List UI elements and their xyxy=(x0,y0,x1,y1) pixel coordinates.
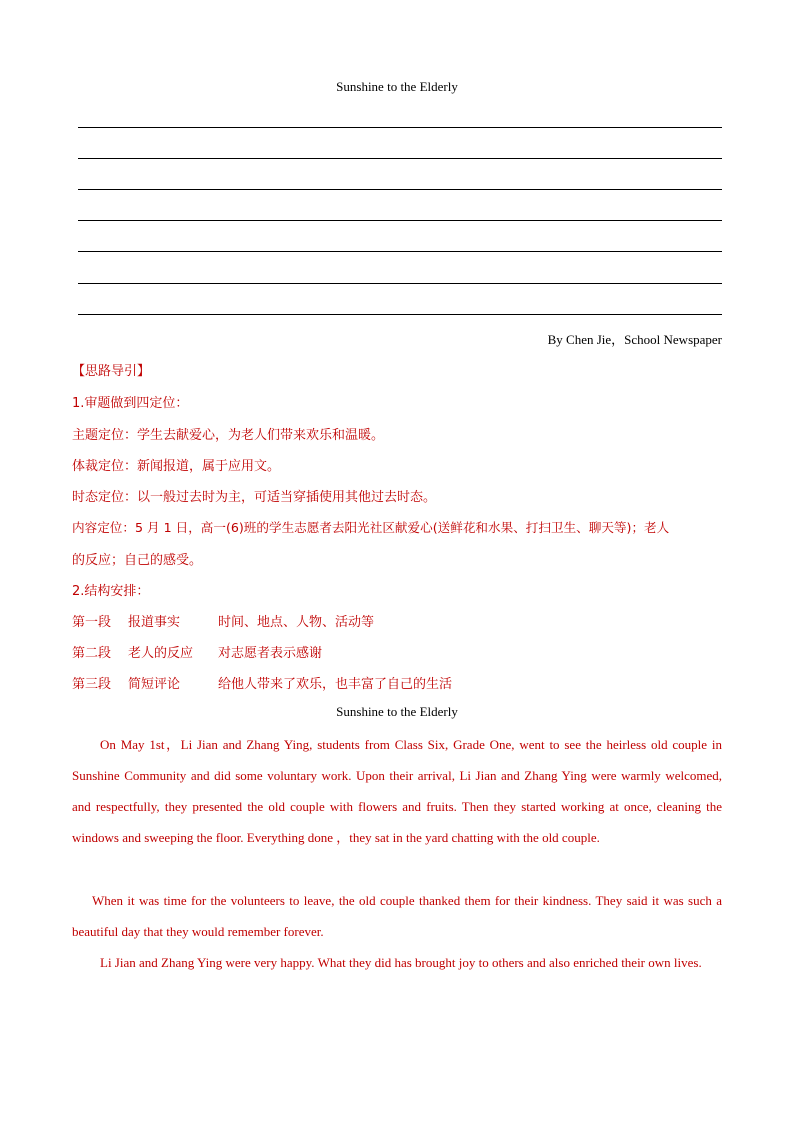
exercise-title: Sunshine to the Elderly xyxy=(336,79,458,94)
structure-para: 第二段 xyxy=(72,646,112,661)
writing-line xyxy=(78,220,722,221)
guide-tense: 时态定位：以一般过去时为主，可适当穿插使用其他过去时态。 xyxy=(72,490,437,505)
guide-topic: 主题定位：学生去献爱心，为老人们带来欢乐和温暖。 xyxy=(72,428,385,443)
writing-line xyxy=(78,283,722,284)
writing-line xyxy=(78,127,722,128)
guide-heading: 【思路导引】 xyxy=(72,364,151,379)
guide-step-2: 2.结构安排： xyxy=(72,584,150,599)
writing-line xyxy=(78,189,722,190)
guide-content-line-2: 的反应；自己的感受。 xyxy=(72,553,203,568)
sample-paragraph-1: On May 1st，Li Jian and Zhang Ying, students from Class Six, Grade One, went to see the heirless old couple in Sunshine Community and did some voluntary work. Upon their arrival, Li Jian and Zhang Ying were warmly welcomed, and respectfully, they presented the old couple with flowers and fruits. Then they started working at once, cleaning the windows and sweeping the floor. Everything done ，they sat in the yard chatting with the old couple. xyxy=(72,737,722,845)
structure-para: 第一段 xyxy=(72,615,112,630)
writing-line xyxy=(78,158,722,159)
structure-desc: 时间、地点、人物、活动等 xyxy=(218,615,375,630)
structure-desc: 给他人带来了欢乐，也丰富了自己的生活 xyxy=(218,677,453,692)
byline: By Chen Jie，School Newspaper xyxy=(547,332,722,347)
structure-desc: 对志愿者表示感谢 xyxy=(218,646,323,661)
guide-step-1: 1.审题做到四定位： xyxy=(72,396,189,411)
guide-genre: 体裁定位：新闻报道，属于应用文。 xyxy=(72,459,281,474)
guide-content-line-1: 内容定位：5 月 1 日，高一(6)班的学生志愿者去阳光社区献爱心(送鲜花和水果、打扫卫生、聊天等)；老人 xyxy=(72,520,670,535)
sample-title: Sunshine to the Elderly xyxy=(336,704,458,719)
sample-paragraph-3: Li Jian and Zhang Ying were very happy. What they did has brought joy to others and also enriched their own lives. xyxy=(100,955,702,970)
writing-line xyxy=(78,314,722,315)
structure-para: 第三段 xyxy=(72,677,112,692)
sample-paragraph-2: When it was time for the volunteers to leave, the old couple thanked them for their kindness. They said it was such a beautiful day that they would remember forever. xyxy=(72,893,722,939)
structure-name: 老人的反应 xyxy=(128,646,194,661)
structure-name: 报道事实 xyxy=(128,615,181,630)
writing-line xyxy=(78,251,722,252)
structure-name: 简短评论 xyxy=(128,677,181,692)
